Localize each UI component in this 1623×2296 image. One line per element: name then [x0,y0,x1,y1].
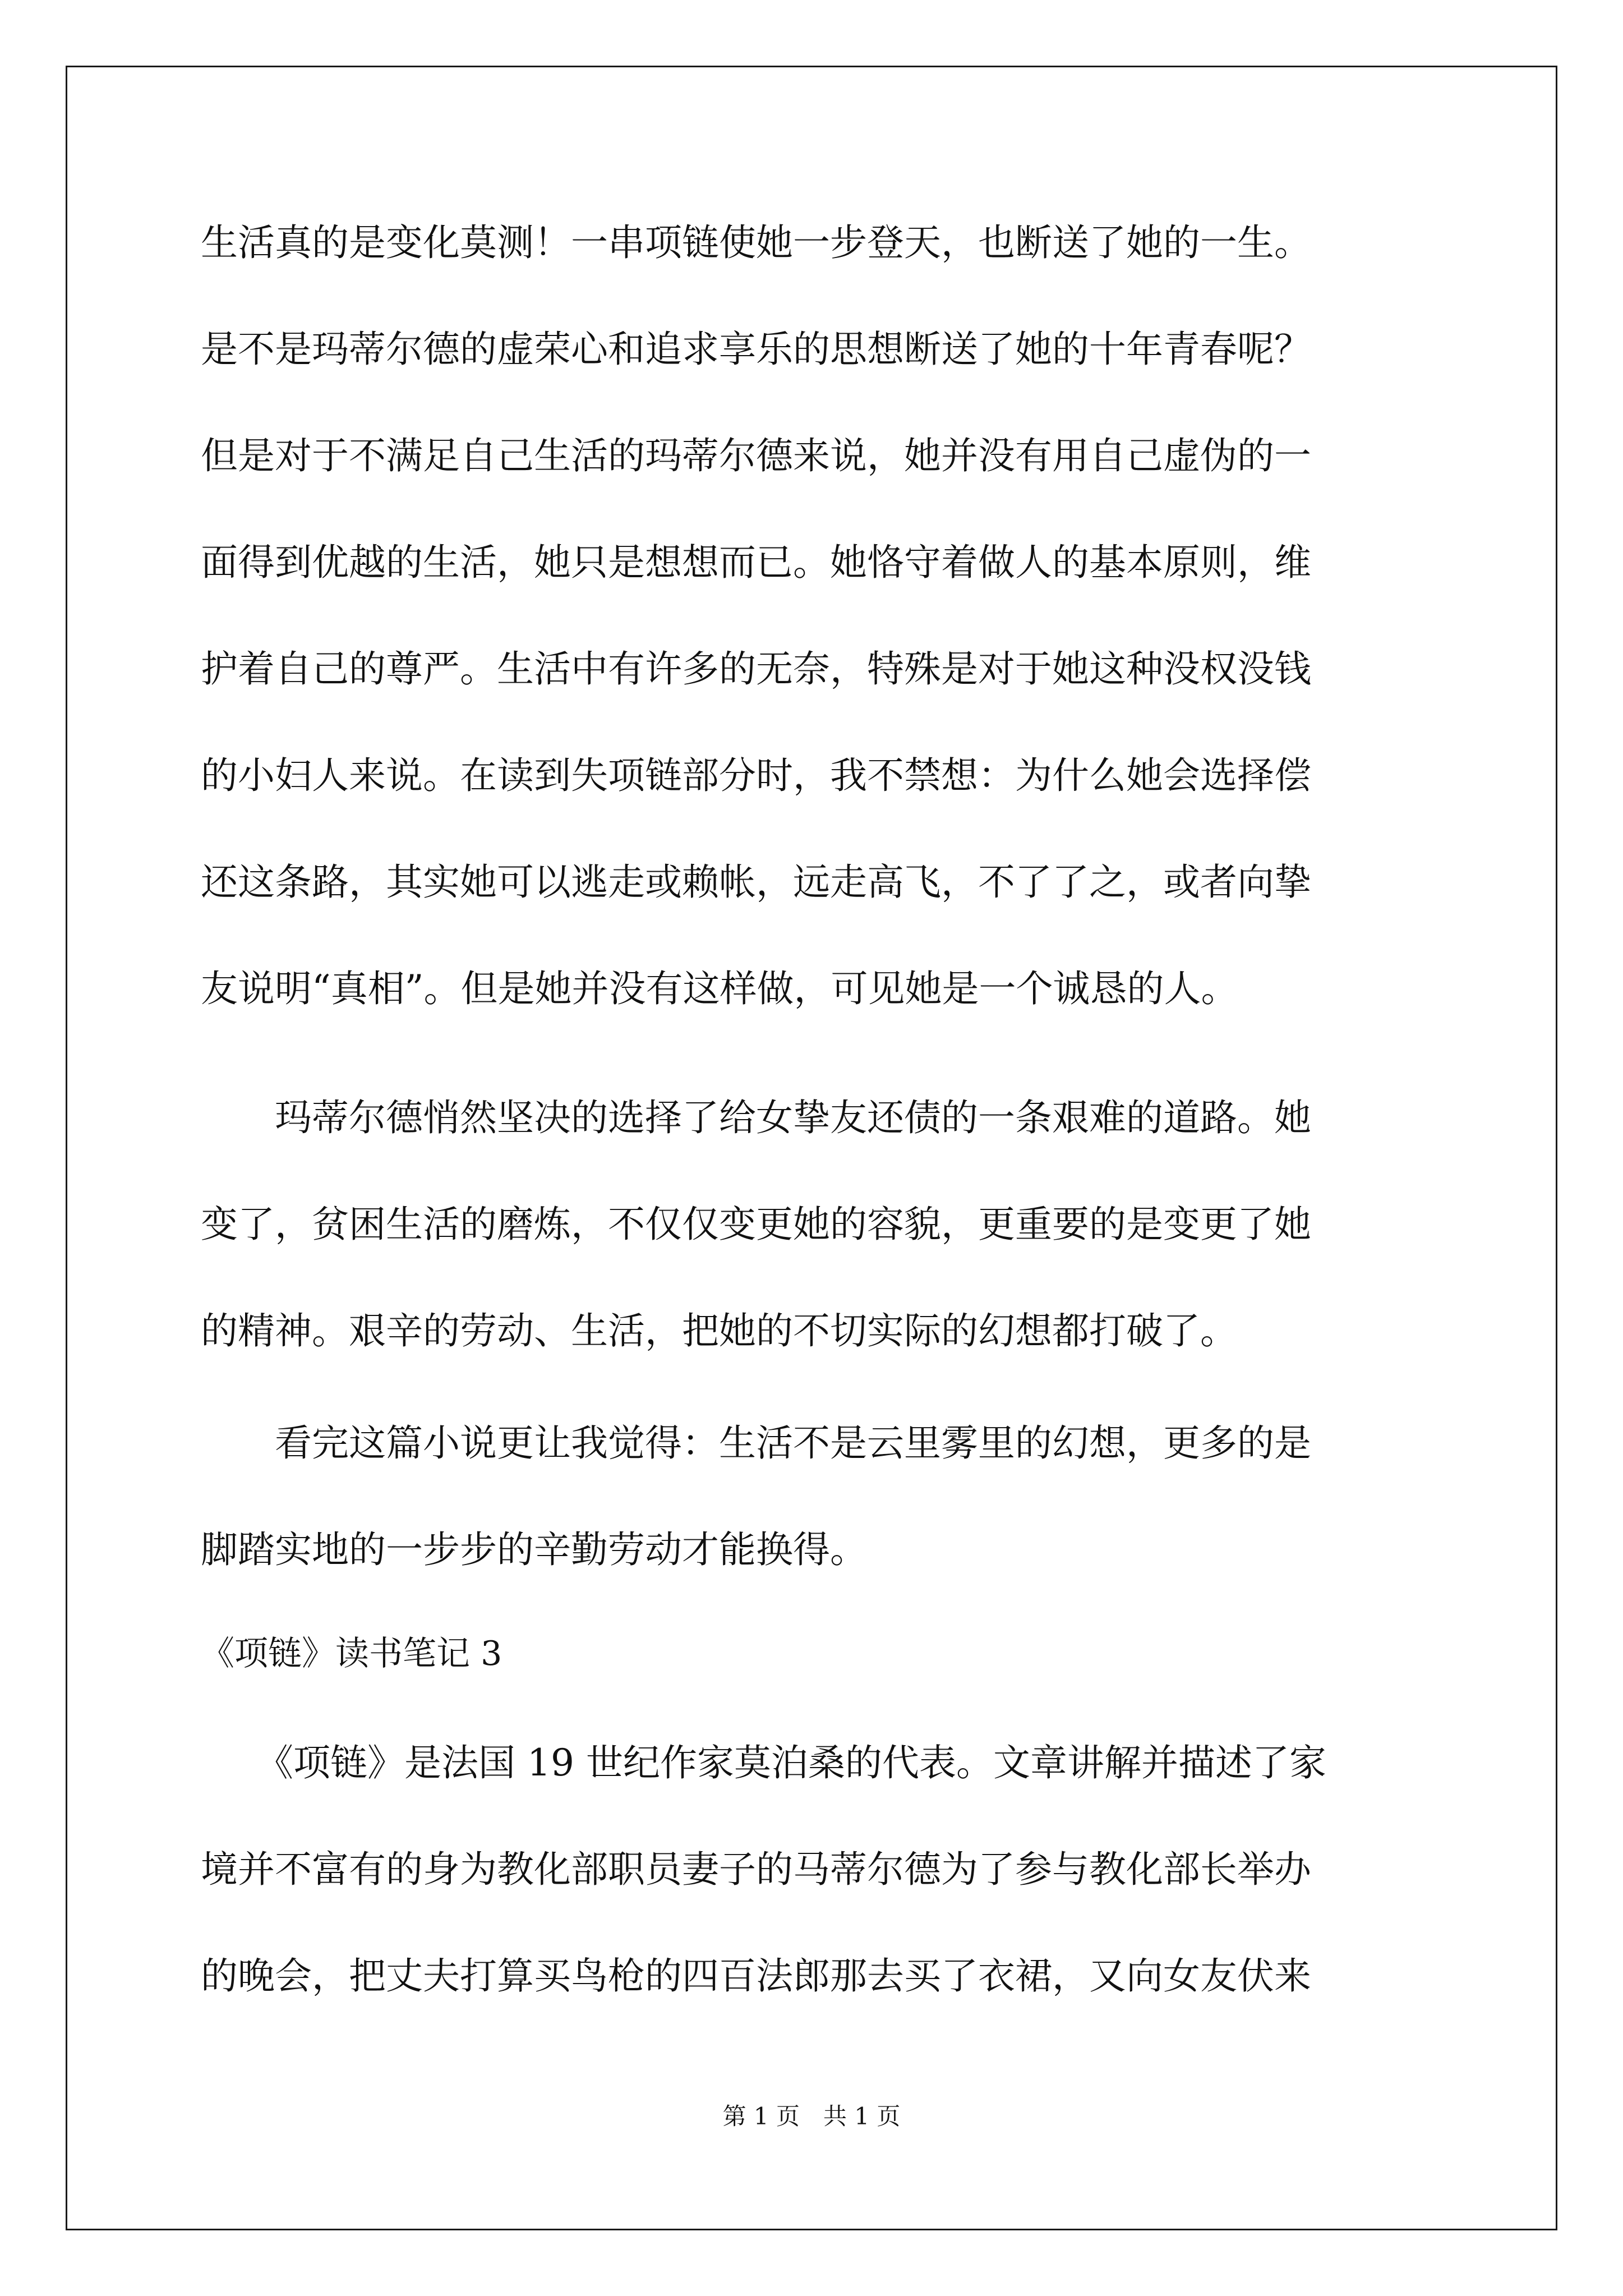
text-line: 变了，贫困生活的磨炼，不仅仅变更她的容貌，更重要的是变更了她 [201,1203,1311,1246]
text-line: 护着自己的尊严。生活中有许多的无奈，特殊是对于她这种没权没钱 [201,647,1311,691]
text-line: 还这条路，其实她可以逃走或赖帐，远走高飞，不了了之，或者向挚 [201,861,1311,904]
text-line: 面得到优越的生活，她只是想想而已。她恪守着做人的基本原则，维 [201,541,1311,584]
section-heading: 《项链》读书笔记 3 [201,1634,502,1673]
text-line: 的晚会，把丈夫打算买鸟枪的四百法郎那去买了衣裙，又向女友伏来 [201,1954,1311,1998]
text-line: 脚踏实地的一步步的辛勤劳动才能换得。 [201,1528,867,1571]
text-line: 的小妇人来说。在读到失项链部分时，我不禁想：为什么她会选择偿 [201,754,1311,797]
text-line: 是不是玛蒂尔德的虚荣心和追求享乐的思想断送了她的十年青春呢？ [201,328,1311,371]
text-line: 《项链》是法国 19 世纪作家莫泊桑的代表。文章讲解并描述了家 [201,1741,1326,1784]
text-line: 但是对于不满足自己生活的玛蒂尔德来说，她并没有用自己虚伪的一 [201,434,1311,477]
page-footer: 第 1 页 共 1 页 [722,2102,901,2130]
text-line: 的精神。艰辛的劳动、生活，把她的不切实际的幻想都打破了。 [201,1309,1237,1352]
text-line: 玛蒂尔德悄然坚决的选择了给女挚友还债的一条艰难的道路。她 [201,1096,1311,1139]
text-line: 看完这篇小说更让我觉得：生活不是云里雾里的幻想，更多的是 [201,1421,1311,1465]
text-line: 友说明“真相”。但是她并没有这样做，可见她是一个诚恳的人。 [201,967,1238,1010]
text-line: 生活真的是变化莫测！一串项链使她一步登天，也断送了她的一生。 [201,221,1311,264]
page-border [66,66,1557,2230]
text-line: 境并不富有的身为教化部职员妻子的马蒂尔德为了参与教化部长举办 [201,1848,1311,1891]
